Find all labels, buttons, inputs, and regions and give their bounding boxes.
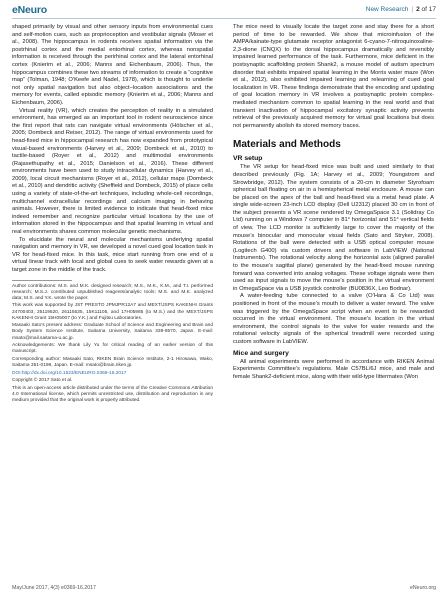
- page-footer: [12, 585, 436, 593]
- footnote-acknowledgements: Acknowledgements: We thank Lily Yu for critical reading of an earlier version of this manuscript.: [12, 343, 213, 355]
- left-column: [12, 24, 213, 406]
- right-paragraph-3: A water-feeding tube connected to a valve (O’Hara & Co Ltd) was positioned in front of the mouse’s mouth to deliver a water reward. The valve was triggered by the OmegaSpace script when an event to be rewarded occurred in the virtual environment. The mouse’s location in the virtual environment, the control signals to the valve for water rewards and the rotational velocity signals of the spherical treadmill were recorded using custom software in LabVIEW.: [233, 293, 434, 345]
- left-paragraph-3: To elucidate the neural and molecular mechanisms underlying spatial navigation and memory in VR, we developed a novel cued goal location task in VR for head-fixed mice. In this task, mice start running from one end of a virtual linear track with local and global cues to seek water rewards given at a target zone in the middle of the track.: [12, 236, 213, 273]
- subheading-vr-setup: VR setup: [233, 155, 263, 163]
- journal-logo: eNeuro: [12, 4, 47, 16]
- footnote-present-address: Masaaki Sato’s present address: Graduate School of Science and Engineering and Brain and Body System Science Institute, Saitama University, Saitama 338-8570, Japan. E-mail: msato@mail.saitama-u.ac.jp.: [12, 323, 213, 341]
- footnotes: [12, 284, 213, 405]
- footnote-doi-link[interactable]: DOI:http://dx.doi.org/10.1523/ENEURO.0369-16.2017: [12, 370, 127, 376]
- section-heading-methods: Materials and Methods: [233, 139, 341, 151]
- page-number: 2: [416, 6, 420, 13]
- footnote-copyright: Copyright © 2017 Sato et al.: [12, 378, 73, 384]
- page-header: [0, 0, 448, 18]
- header-rule: [12, 18, 436, 19]
- right-paragraph-1: The mice need to visually locate the target zone and stay there for a short period of time to be rewarded. We show that microinfusion of the AMPA/kainate-type glutamate receptor antagonist 6-cyano-7-nitroquinoxaline-2,3-dione (CNQX) to the dorsal hippocampus dramatically and reversibly impaired learned performance of the task. Furthermore, mice deficient in the postsynaptic scaffolding protein Shank2, a mouse model of autism spectrum disorder that exhibits impaired spatial learning in the Morris water maze (Won et al., 2012), also exhibited impaired learning and relearning of cued goal localization in VR. These findings demonstrate that the encoding and updating of goal location memory in VR involves a postsynaptic protein complex-mediated mechanism common to spatial learning in the real world and that transient inactivation of hippocampal excitatory synaptic activity prevents retrieval of the previously acquired memory for virtual goal locations but does not permanently abolish its stored memory traces.: [233, 24, 434, 129]
- left-paragraph-2: Virtual reality (VR), which creates the perception of reality in a simulated environment, has emerged as an important tool in rodent neuroscience since the first report that rats can navigate virtual environments (Hölscher et al., 2005; Dombeck and Reiser, 2012). The range of virtual environments used for head-fixed mice in hippocampal research has now expanded from prototypical visual-based environments (Harvey et al., 2009; Dombeck et al., 2010) to tactile-based (Royer et al., 2012) and multimodal environments (Rajasethupathy et al., 2015; Danielson et al., 2016). These different environments have been used to study intracellular dynamics (Harvey et al., 2009), local circuit mechanisms (Royer et al., 2012), cellular maps (Dombeck et al., 2010) and dendritic activity (Sheffield and Dombeck, 2015) of place cells using a variety of state-of-the-art techniques, including whole-cell recordings, multichannel extracellular recordings and calcium imaging in behaving animals. However, there is limited evidence to indicate that head-fixed mice indeed remember and recognize particular virtual locations by the use of information stored in the hippocampus and that spatial learning in virtual and real environments shares common molecular genetic mechanisms.: [12, 107, 213, 236]
- subheading-mice-surgery: Mice and surgery: [233, 349, 289, 357]
- footnote-rule: [12, 280, 72, 281]
- footer-site-link[interactable]: eNeuro.org: [410, 585, 436, 591]
- left-paragraph-1: shaped primarily by visual and other sensory inputs from environmental cues and self-motion cues, such as proprioception and vestibular signals (Moser et al., 2008). The hippocampus in rodents receives spatial information via the postrhinal cortex and the medial entorhinal cortex, whereas nonspatial information is received through the perirhinal cortex and the lateral entorhinal cortex (Knierim et al., 2006; Manns and Eichenbaum, 2006). Thus, the hippocampus combines these two streams of information to create a “cognitive map” (Tolman, 1948; O’Keefe and Nadel, 1978), which is thought to underlie not only spatial navigation but also object–location associations and the memory for events, called episodic memory (Knierim et al., 2006; Manns and Eichenbaum, 2006).: [12, 24, 213, 106]
- right-column: [233, 24, 434, 381]
- article-section: New Research: [365, 6, 409, 13]
- right-paragraph-2: The VR setup for head-fixed mice was built and used similarly to that described previously (Fig. 1A; Harvey et al., 2009; Youngstrom and Strowbridge, 2012). The system consists of a 20-cm in diameter Styrofoam spherical ball floating on air in a hemispherical metal enclosure. A mouse can be placed on the apex of the ball and head-fixed via a metal head plate. A single wide-screen 23-inch LCD display (Dell U2312) placed 30 cm in front of the subject presents a VR scene rendered by OmegaSpace 3.1 (Solidray Co Ltd) running on a Windows 7 computer in 81° horizontal and 51° vertical fields of view. The LCD monitor is sufficiently large to cover the majority of the mouse’s binocular and monocular visual fields (Sato and Stryker, 2008). Rotations of the ball were detected with a USB optical computer mouse (Logitech G400) via custom drivers and software in LabVIEW (National Instruments). The rotational velocity along the horizontal axis (aligned parallel to the mouse’s sagittal plane) generated by the head-fixed mouse running forward was converted into analog voltages. These voltage signals were then used as input signals to move the mouse’s position in the virtual environment in OmegaSpace via a USB joystick controller (BU0836X, Leo Bodnar).: [233, 164, 434, 292]
- footer-citation: May/June 2017, 4(3) e0369-16.2017: [12, 585, 96, 591]
- footnote-funding: This work was supported by JST PRESTO JPMJPR12A7 and MEXT/JSPS KAKENHI Grants 24700403, 25119520, 26115535, 15K11105, and 17H05985 (to M.S.) and the MEXT/JSPS KAKENHI Grant 15H05007 (to Y.K.) and Fujitsu Laboratories.: [12, 303, 213, 321]
- footnote-corresponding-author: Corresponding author: Masaaki Sato, RIKEN Brain Science Institute, 2-1 Hirosawa, Wako, Saitama 351-0198, Japan. E-mail: msato@brain.riken.jp.: [12, 357, 213, 369]
- footnote-author-contributions: Author contributions: M.S. and M.K. designed research; M.S., M.K., K.M., and T.I. performed research; M.S.J. contributed unpublished reagents/analytic tools; M.S. and M.K. analyzed data; M.S. and Y.K. wrote the paper.: [12, 283, 213, 301]
- header-separator: |: [411, 6, 414, 13]
- footnote-license: This is an open-access article distributed under the terms of the Creative Commons Attribution 4.0 International license, which permits unrestricted use, distribution and reproduction in any medium provided that the original work is properly attributed.: [12, 386, 213, 404]
- header-info: [366, 6, 436, 13]
- right-paragraph-4: All animal experiments were performed in accordance with RIKEN Animal Experiments Committee’s regulations. Male C57BL/6J mice, and male and female Shank2-deficient mice, along with their wild-type littermates (Won: [233, 358, 434, 380]
- page-total: of 17: [421, 6, 436, 13]
